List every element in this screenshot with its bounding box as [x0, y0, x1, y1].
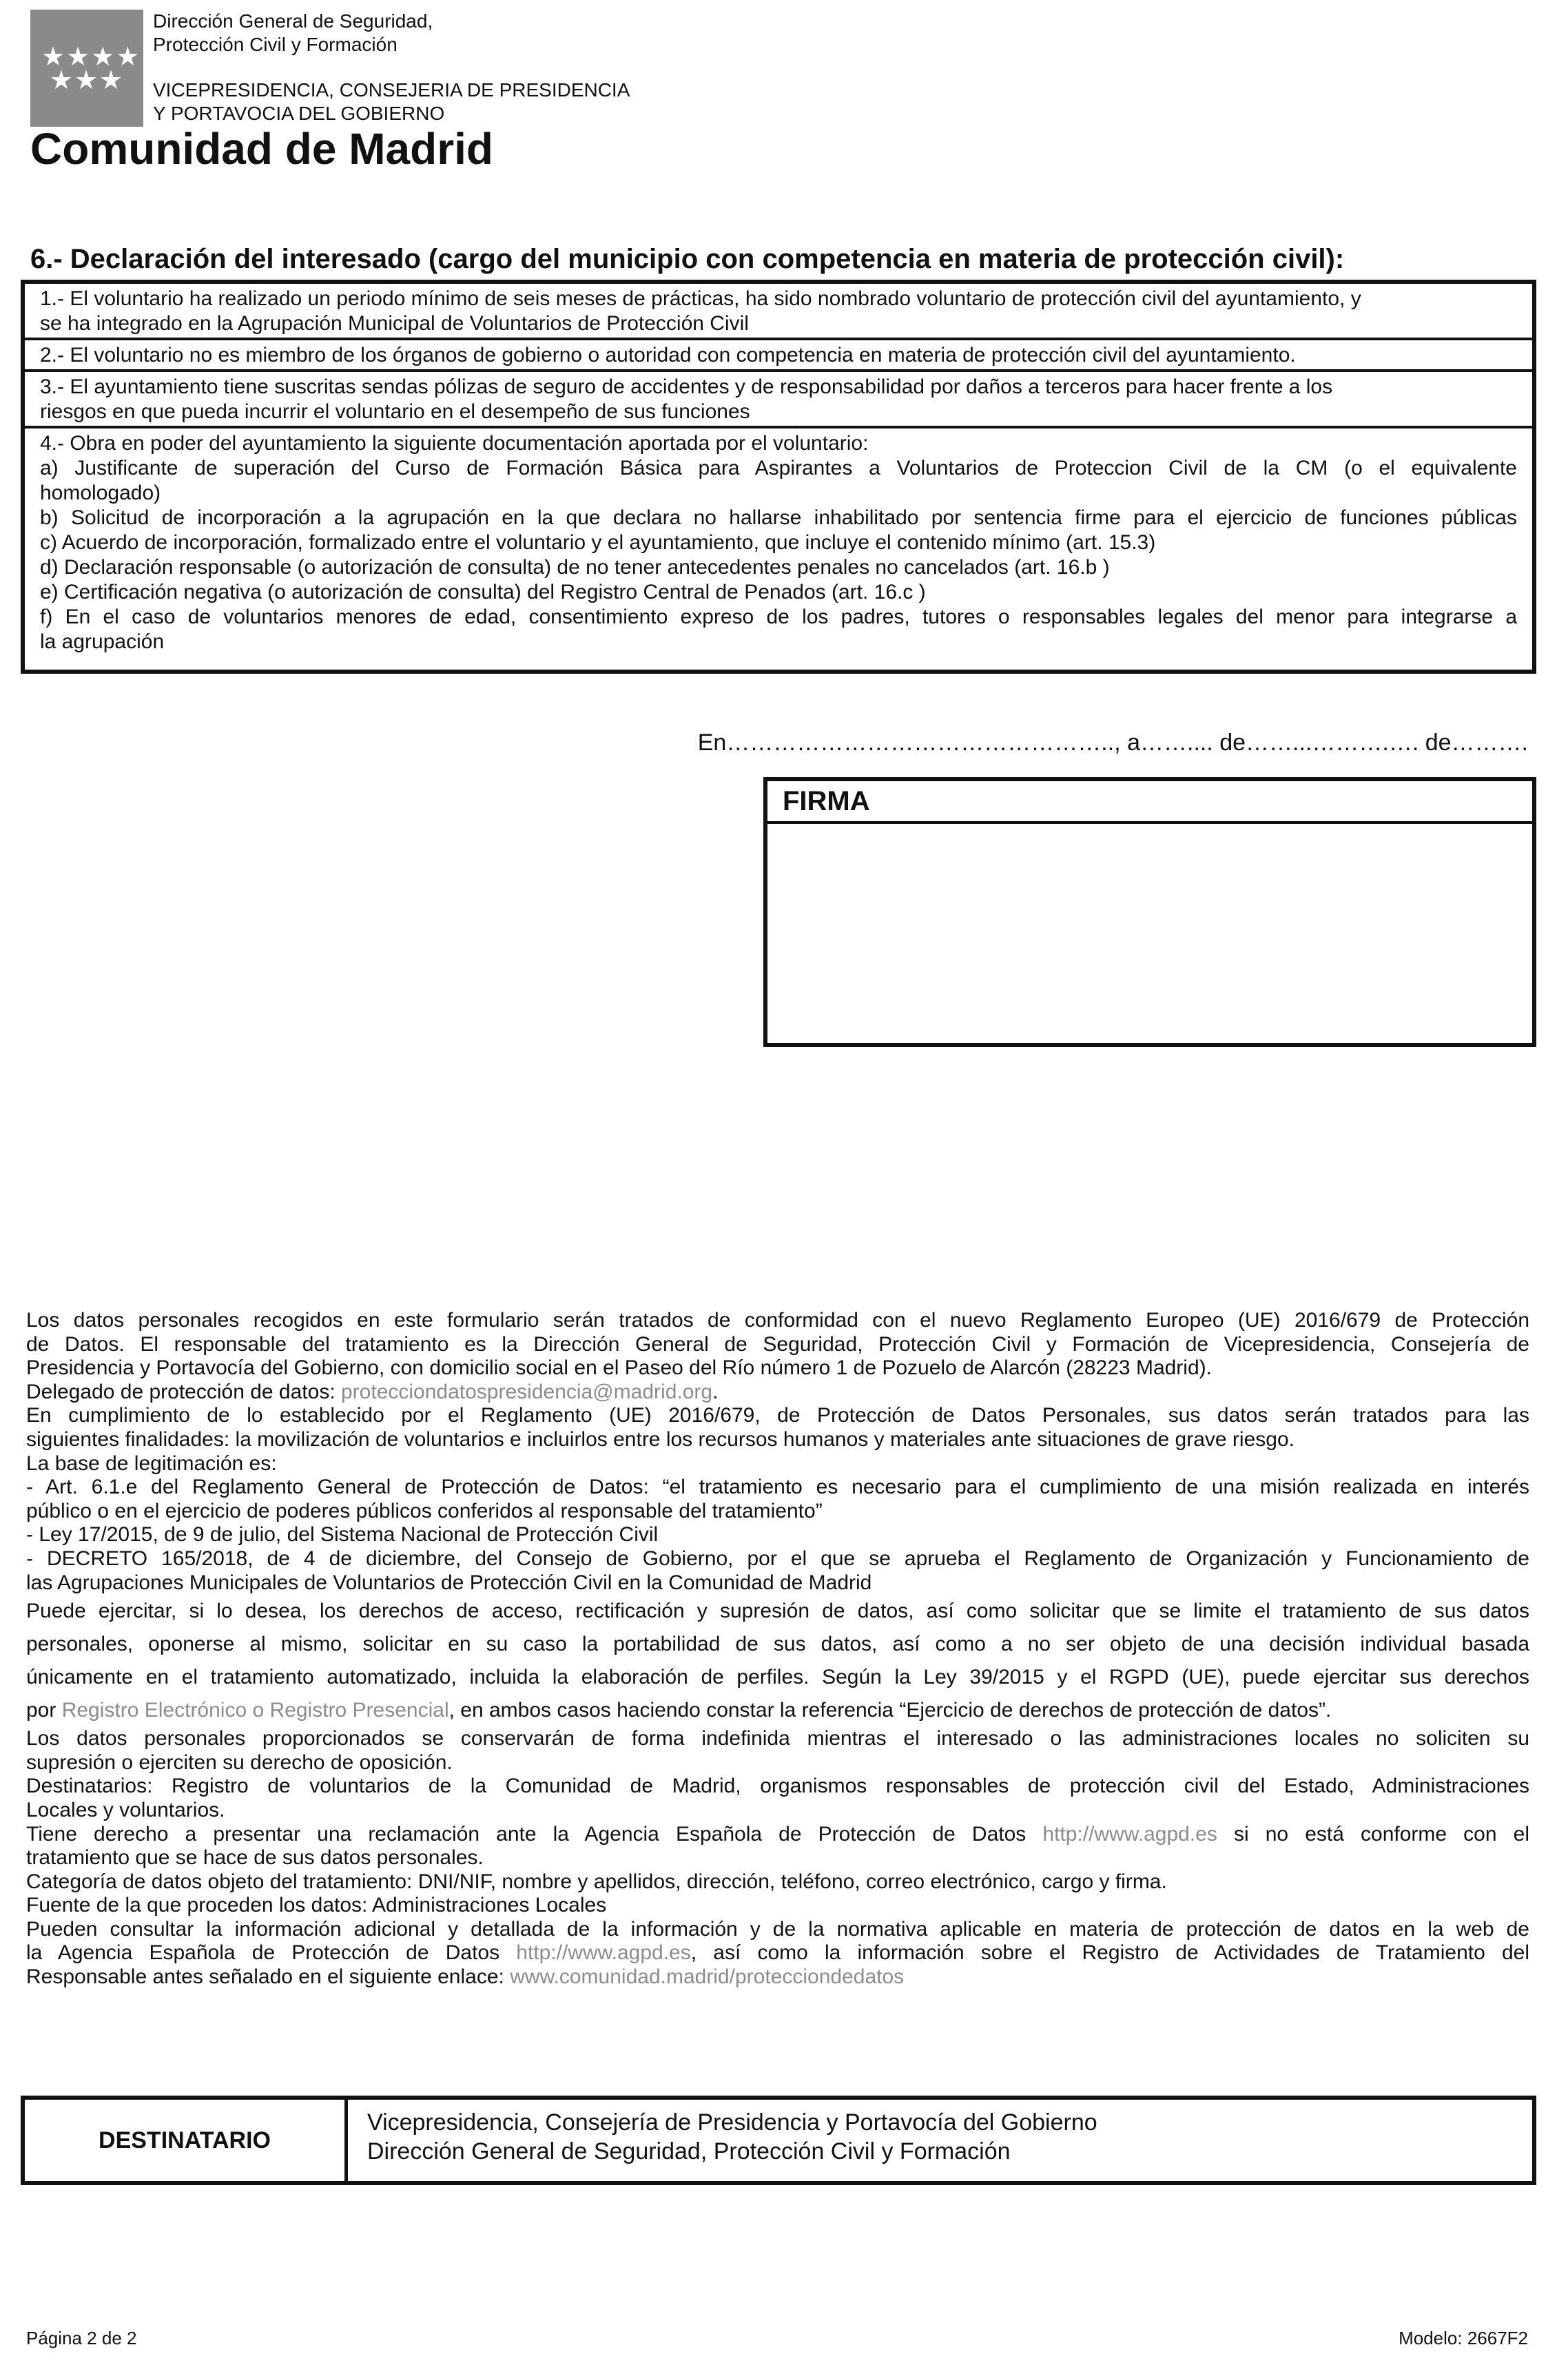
section-title: 6.- Declaración del interesado (cargo del municipio con competencia en materia de protección civil):: [30, 244, 1345, 274]
directorate-line: Dirección General de Seguridad,: [153, 10, 433, 32]
department-line: Y PORTAVOCIA DEL GOBIERNO: [153, 103, 445, 124]
declaration-item-1: 1.- El voluntario ha realizado un periodo mínimo de seis meses de prácticas, ha sido nombrado voluntario de protección civil del ayuntamiento, y se ha integrado en la Agrupación Municipal de Voluntarios de Protección Civil: [25, 284, 1532, 340]
data-protection-link[interactable]: www.comunidad.madrid/protecciondedatos: [510, 1965, 905, 1989]
agpd-link[interactable]: http://www.agpd.es: [1042, 1822, 1217, 1846]
page-number: Página 2 de 2: [26, 2328, 137, 2348]
dpo-email-link[interactable]: protecciondatospresidencia@madrid.org: [341, 1380, 713, 1403]
signature-box[interactable]: [763, 777, 1536, 1047]
org-name: Comunidad de Madrid: [30, 124, 493, 174]
madrid-logo: [30, 10, 143, 127]
recipient-values: Vicepresidencia, Consejería de Presidencia y Portavocía del Gobierno Dirección General de Seguridad, Protección Civil y Formación: [367, 2109, 1097, 2164]
logo-stars-icon: ★★★★ ★★★: [41, 43, 141, 95]
directorate-block: [153, 10, 433, 56]
declaration-item-3: 3.- El ayuntamiento tiene suscritas sendas pólizas de seguro de accidentes y de responsabilidad por daños a terceros para hacer frente a los riesgos en que pueda incurrir el voluntario en el desempeño de sus funciones: [25, 372, 1532, 428]
declaration-item-4: 4.- Obra en poder del ayuntamiento la siguiente documentación aportada por el voluntario: a) Justificante de superación del Curso de Formación Básica para Aspirantes a Voluntarios de Proteccion Civil de la CM (o el equivalente homologado) b) Solicitud de incorporación a la agrupación en la que declara no hallarse inhabilitado por sentencia firme para el ejercicio de funciones públicas c) Acuerdo de incorporación, formalizado entre el voluntario y el ayuntamiento, que incluye el contenido mínimo (art. 15.3) d) Declaración responsable (o autorización de consulta) de no tener antecedentes penales no cancelados (art. 16.b ) e) Certificación negativa (o autorización de consulta) del Registro Central de Penados (art. 16.c ) f) En el caso de voluntarios menores de edad, consentimiento expreso de los padres, tutores o responsables legales del menor para integrarse a la agrupación: [40, 432, 1517, 653]
model-number: Modelo: 2667F2: [1399, 2328, 1528, 2348]
directorate-line: Protección Civil y Formación: [153, 34, 398, 55]
date-place-field[interactable]: En………………………………………….., a…….... de……...……….…. de……….: [697, 730, 1528, 756]
department-line: VICEPRESIDENCIA, CONSEJERIA DE PRESIDENCIA: [153, 79, 630, 101]
declaration-item-2: 2.- El voluntario no es miembro de los órganos de gobierno o autoridad con competencia en materia de protección civil del ayuntamiento.: [25, 340, 1532, 372]
recipient-box: [21, 2096, 1536, 2185]
signature-label: FIRMA: [767, 781, 1532, 824]
privacy-notice: Los datos personales recogidos en este formulario serán tratados de conformidad con el nuevo Reglamento Europeo (UE) 2016/679 de Protección de Datos. El responsable del tratamiento es la Dirección General de Seguridad, Protección Civil y Formación de Vicepresidencia, Consejería de Presidencia y Portavocía del Gobierno, con domicilio social en el Paseo del Río número 1 de Pozuelo de Alarcón (28223 Madrid). Delegado de protección de datos: protecciondatospresidencia@madrid.org. En cumplimiento de lo establecido por el Reglamento (UE) 2016/679, de Protección de Datos Personales, sus datos serán tratados para las siguientes finalidades: la movilización de voluntarios e incluirlos entre los recursos humanos y materiales ante situaciones de grave riesgo. La base de legitimación es: - Art. 6.1.e del Reglamento General de Protección de Datos: “el tratamiento es necesario para el cumplimiento de una misión realizada en interés público o en el ejercicio de poderes públicos conferidos al responsable del tratamiento” - Ley 17/2015, de 9 de julio, del Sistema Nacional de Protección Civil - DECRETO 165/2018, de 4 de diciembre, del Consejo de Gobierno, por el que se aprueba el Reglamento de Organización y Funcionamiento de las Agrupaciones Municipales de Voluntarios de Protección Civil en la Comunidad de Madrid Puede ejercitar, si lo desea, los derechos de acceso, rectificación y supresión de datos, así como solicitar que se limite el tratamiento de sus datos personales, oponerse al mismo, solicitar en su caso la portabilidad de sus datos, así como a no ser objeto de una decisión individual basada únicamente en el tratamiento automatizado, incluida la elaboración de perfiles. Según la Ley 39/2015 y el RGPD (UE), puede ejercitar sus derechos por Registro Electrónico o Registro Presencial, en ambos casos haciendo constar la referencia “Ejercicio de derechos de protección de datos”. Los datos personales proporcionados se conservarán de forma indefinida mientras el interesado o las administraciones locales no soliciten su supresión o ejerciten su derecho de oposición. Destinatarios: Registro de voluntarios de la Comunidad de Madrid, organismos responsables de protección civil del Estado, Administraciones Locales y voluntarios. Tiene derecho a presentar una reclamación ante la Agencia Española de Protección de Datos http://www.agpd.es si no está conforme con el tratamiento que se hace de sus datos personales. Categoría de datos objeto del tratamiento: DNI/NIF, nombre y apellidos, dirección, teléfono, correo electrónico, cargo y firma. Fuente de la que proceden los datos: Administraciones Locales Pueden consultar la información adicional y detallada de la información y de la normativa aplicable en materia de protección de datos en la web de la Agencia Española de Protección de Datos http://www.agpd.es, así como la información sobre el Registro de Actividades de Tratamiento del Responsable antes señalado en el siguiente enlace: www.comunidad.madrid/protecciondedatos: [26, 1309, 1529, 1989]
declaration-box: [21, 280, 1536, 674]
department-block: [153, 79, 630, 125]
recipient-label: DESTINATARIO: [25, 2100, 348, 2181]
agpd-link[interactable]: http://www.agpd.es: [516, 1941, 691, 1965]
electronic-registry-link[interactable]: Registro Electrónico o Registro Presencial: [61, 1699, 449, 1722]
